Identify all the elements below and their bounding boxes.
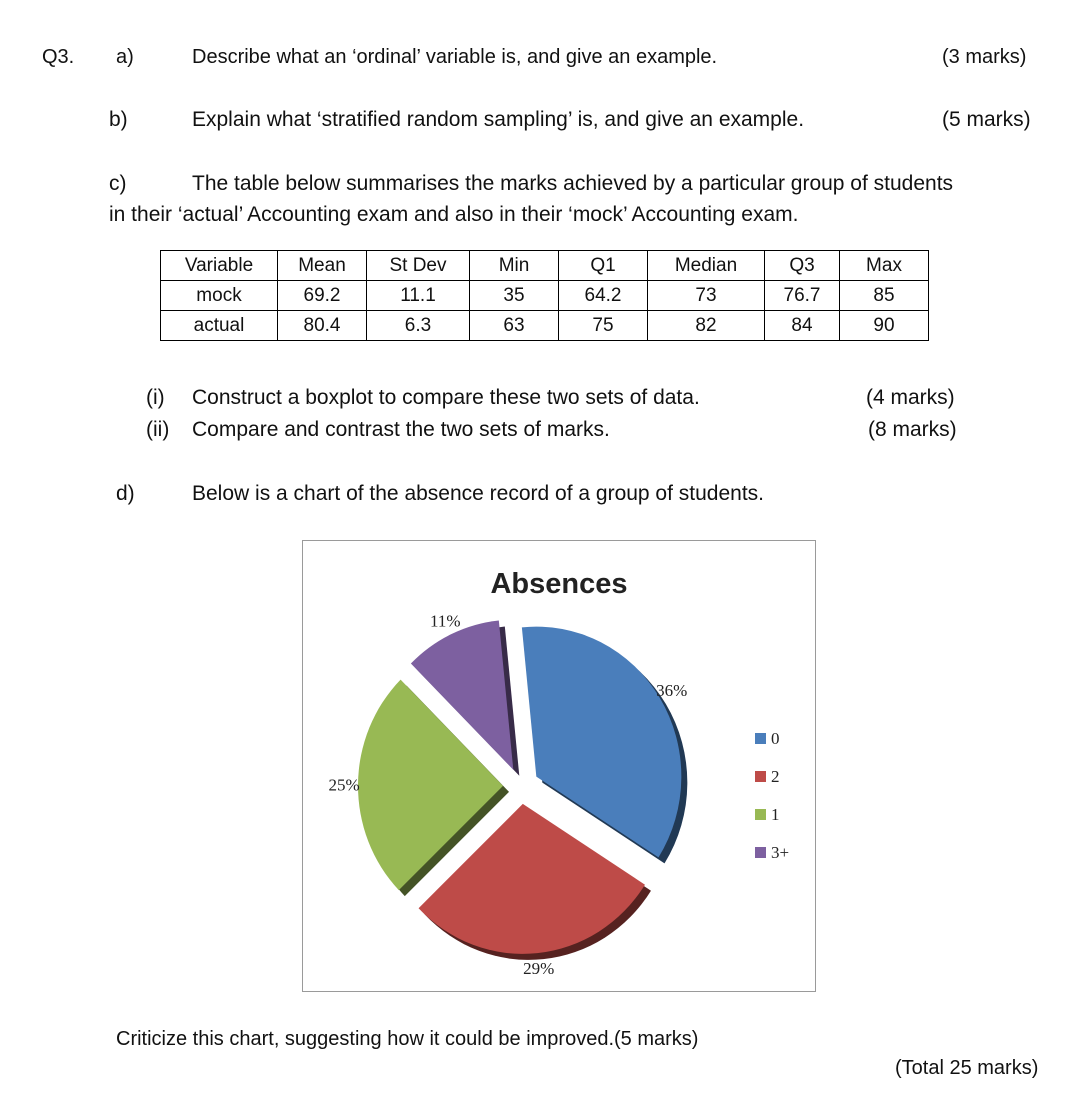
table-cell: 69.2: [278, 281, 367, 311]
table-cell: 85: [840, 281, 929, 311]
table-cell: 75: [559, 311, 648, 341]
table-cell: 6.3: [367, 311, 470, 341]
part-c-text-line2: in their ‘actual’ Accounting exam and also in their ‘mock’ Accounting exam.: [109, 203, 799, 226]
table-cell: 11.1: [367, 281, 470, 311]
table-cell: 64.2: [559, 281, 648, 311]
part-c-text-line1: The table below summarises the marks achieved by a particular group of students: [192, 172, 954, 195]
table-cell: 35: [470, 281, 559, 311]
sub-i-label: (i): [146, 386, 165, 409]
table-header-cell: Mean: [278, 251, 367, 281]
part-b-label: b): [109, 108, 128, 131]
table-cell: 80.4: [278, 311, 367, 341]
question-number: Q3.: [42, 46, 75, 68]
part-a-label: a): [116, 46, 134, 68]
summary-table: [160, 250, 929, 341]
part-d-text: Below is a chart of the absence record of a group of students.: [192, 482, 765, 505]
sub-i-text: Construct a boxplot to compare these two sets of data.: [192, 386, 700, 409]
part-d-label: d): [116, 482, 135, 505]
table-cell: 73: [648, 281, 765, 311]
table-cell: 63: [470, 311, 559, 341]
table-cell: mock: [161, 281, 278, 311]
legend-swatch: [755, 733, 766, 744]
sub-ii-text: Compare and contrast the two sets of marks.: [192, 418, 610, 441]
table-header-row: [161, 251, 929, 281]
table-cell: 84: [765, 311, 840, 341]
table-header-cell: Median: [648, 251, 765, 281]
table-cell: 90: [840, 311, 929, 341]
table-header-cell: Variable: [161, 251, 278, 281]
table-header-cell: Q1: [559, 251, 648, 281]
sub-ii-marks: (8 marks): [868, 418, 957, 441]
sub-i-marks: (4 marks): [866, 386, 955, 409]
table-row: [161, 311, 929, 341]
legend-label: 3+: [771, 843, 790, 862]
part-d-instruction: Criticize this chart, suggesting how it could be improved.(5 marks): [116, 1028, 699, 1050]
table-row: [161, 281, 929, 311]
part-a-marks: (3 marks): [942, 46, 1027, 68]
pie-data-label: 36%: [656, 681, 688, 701]
table-header-cell: Max: [840, 251, 929, 281]
part-b-marks: (5 marks): [942, 108, 1031, 131]
pie-data-label: 11%: [430, 611, 461, 631]
part-c-label: c): [109, 172, 127, 195]
part-a-text: Describe what an ‘ordinal’ variable is, and give an example.: [192, 46, 718, 68]
absences-chart: [302, 540, 816, 992]
pie-data-label: 25%: [328, 775, 360, 795]
table-cell: actual: [161, 311, 278, 341]
sub-ii-label: (ii): [146, 418, 170, 441]
legend-label: 0: [771, 729, 780, 748]
legend-swatch: [755, 809, 766, 820]
table-cell: 82: [648, 311, 765, 341]
chart-title: Absences: [490, 568, 628, 600]
legend-label: 1: [771, 805, 780, 824]
table-header-cell: St Dev: [367, 251, 470, 281]
table-cell: 76.7: [765, 281, 840, 311]
legend-label: 2: [771, 767, 780, 786]
table-header-cell: Q3: [765, 251, 840, 281]
pie-chart-canvas: [303, 541, 815, 991]
total-marks: (Total 25 marks): [895, 1057, 1039, 1079]
table-header-cell: Min: [470, 251, 559, 281]
part-b-text: Explain what ‘stratified random sampling’ is, and give an example.: [192, 108, 805, 131]
pie-data-label: 29%: [523, 959, 555, 979]
legend-swatch: [755, 771, 766, 782]
legend-swatch: [755, 847, 766, 858]
